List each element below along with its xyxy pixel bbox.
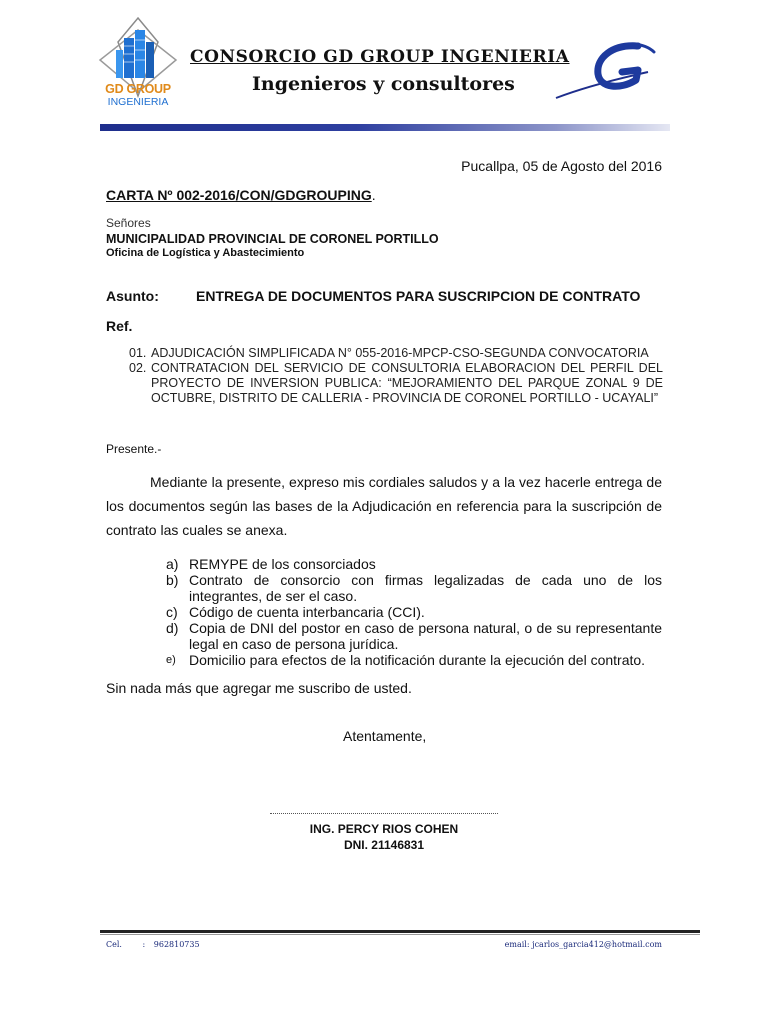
annex-item <box>166 572 662 604</box>
header-divider <box>100 124 670 131</box>
ref-item-number: 02. <box>129 361 147 375</box>
greeting: Presente.- <box>106 442 162 456</box>
date-line: Pucallpa, 05 de Agosto del 2016 <box>461 158 662 174</box>
annex-list <box>166 556 662 668</box>
ref-item-text: CONTRATACION DEL SERVICIO DE CONSULTORIA ELABORACION DEL PERFIL DEL PROYECTO DE INVERSION PUBLICA: “MEJORAMIENTO DEL PARQUE ZONAL 9 DE OCTUBRE, DISTRITO DE CALLERIA - PROVINCIA DE CORONEL PORTILLO - UCAYALI” <box>151 361 663 405</box>
footer-divider <box>100 930 700 933</box>
annex-item <box>166 556 662 572</box>
subject-label: Asunto: <box>106 288 159 304</box>
closing-line: Sin nada más que agregar me suscribo de usted. <box>106 680 412 696</box>
footer-cel-value: 962810735 <box>153 940 200 949</box>
subject-text: ENTREGA DE DOCUMENTOS PARA SUSCRIPCION DE CONTRATO <box>196 288 641 304</box>
swoosh-logo <box>552 40 664 104</box>
recipient-salutation: Señores <box>106 216 151 230</box>
body-paragraph: Mediante la presente, expreso mis cordiales saludos y a la vez hacerle entrega de los documentos según las bases de la Adjudicación en referencia para la suscripción de contrato las cuales se anexa. <box>106 474 662 538</box>
ref-item <box>129 361 663 406</box>
annex-item-text: Código de cuenta interbancaria (CCI). <box>189 604 425 620</box>
annex-item-letter: d) <box>166 620 179 636</box>
footer-cel-sep: : <box>142 940 146 949</box>
ref-item-number: 01. <box>129 346 147 360</box>
recipient-name: MUNICIPALIDAD PROVINCIAL DE CORONEL PORTILLO <box>106 232 439 246</box>
letter-number-text: CARTA Nº 002-2016/CON/GDGROUPING <box>106 187 372 203</box>
annex-item-letter: c) <box>166 604 178 620</box>
signature-block <box>270 822 498 852</box>
annex-item <box>166 620 662 652</box>
signature-dni: DNI. 21146831 <box>343 838 425 852</box>
letter-number-suffix: . <box>371 187 376 203</box>
annex-item-text: Domicilio para efectos de la notificación durante la ejecución del contrato. <box>189 652 646 668</box>
company-subtitle: Ingenieros y consultores <box>252 73 515 95</box>
company-logo <box>98 16 178 112</box>
footer-phone <box>106 940 200 949</box>
annex-item-letter: b) <box>166 572 179 588</box>
recipient-office: Oficina de Logística y Abastecimiento <box>106 247 305 259</box>
footer-cel-label: Cel. <box>106 940 122 949</box>
company-title: CONSORCIO GD GROUP INGENIERIA <box>190 47 570 67</box>
g-swoosh-icon <box>552 40 664 104</box>
footer-email: email: jcarlos_garcia412@hotmail.com <box>504 940 662 949</box>
annex-item-text: REMYPE de los consorciados <box>189 556 376 572</box>
annex-item <box>166 604 662 620</box>
logo-text-line2: INGENIERIA <box>107 96 169 108</box>
signature-name: ING. PERCY RIOS COHEN <box>309 822 459 836</box>
annex-item-text: Contrato de consorcio con firmas legalizadas de cada uno de los integrantes, de ser el caso. <box>189 572 662 604</box>
annex-item-letter: a) <box>166 556 179 572</box>
ref-list <box>129 346 663 406</box>
footer-divider-thin <box>100 934 700 935</box>
ref-label: Ref. <box>106 318 133 334</box>
signature-line <box>270 813 498 815</box>
annex-item-text: Copia de DNI del postor en caso de persona natural, o de su representante legal en caso de persona jurídica. <box>189 620 662 652</box>
letter-number <box>106 187 376 203</box>
farewell: Atentamente, <box>343 728 427 744</box>
annex-item <box>166 652 662 668</box>
annex-item-letter: e) <box>166 654 176 666</box>
recipient-block <box>106 216 439 259</box>
ref-item <box>129 346 663 361</box>
logo-text-line1: GD GROUP <box>105 82 171 96</box>
ref-item-text: ADJUDICACIÓN SIMPLIFICADA N° 055-2016-MPCP-CSO-SEGUNDA CONVOCATORIA <box>151 346 649 360</box>
